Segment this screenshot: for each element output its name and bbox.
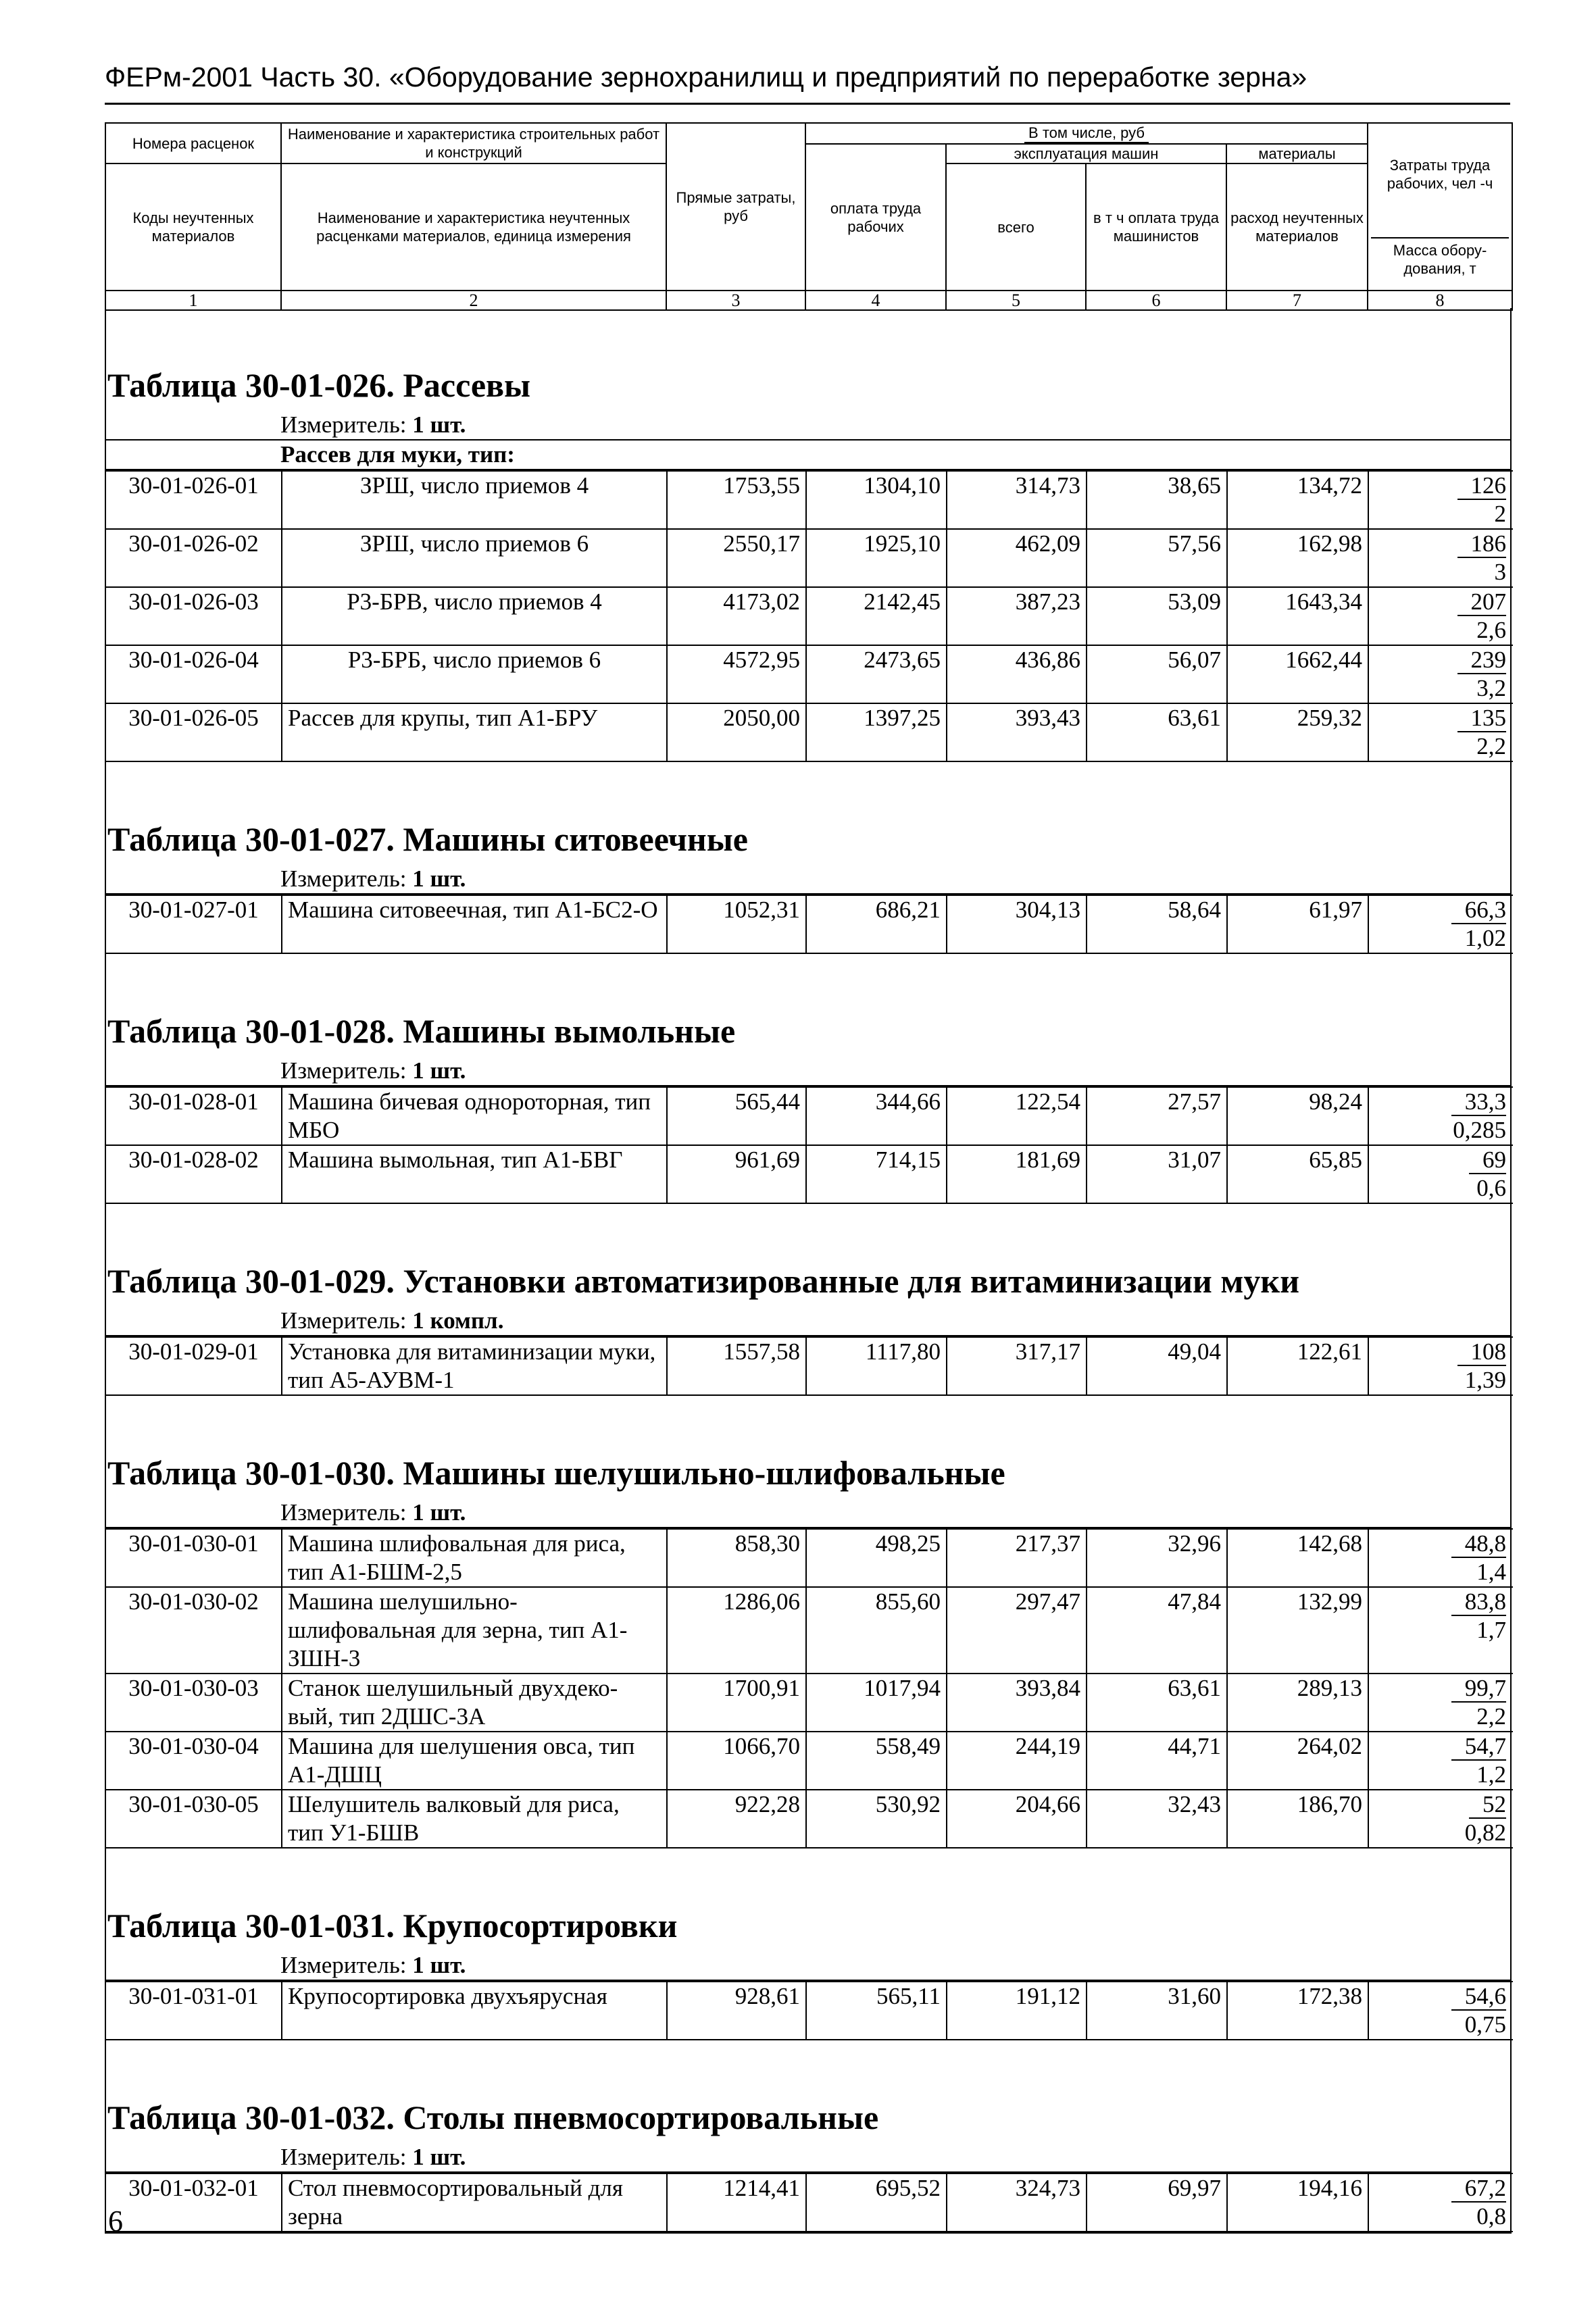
labor-pay: 1017,94	[806, 1674, 947, 1732]
work-name: Р3-БРБ, число приемов 6	[282, 645, 667, 703]
direct-costs: 858,30	[667, 1529, 806, 1587]
labor-hours: 66,3	[1451, 897, 1506, 924]
work-name: ЗРШ, число приемов 6	[282, 529, 667, 587]
work-name: Машина для шелушения овса, тип А1-ДШЦ	[282, 1732, 667, 1790]
equipment-mass: 3,2	[1476, 675, 1506, 701]
machines-total: 297,47	[947, 1587, 1087, 1674]
machinist-pay: 32,96	[1087, 1529, 1227, 1587]
labor-pay: 686,21	[806, 895, 947, 953]
direct-costs: 1052,31	[667, 895, 806, 953]
labor-hours: 48,8	[1451, 1530, 1506, 1558]
section-table	[106, 470, 1513, 762]
header-rate-numbers: Номера расценок	[105, 123, 281, 164]
table-row	[106, 1790, 1513, 1848]
machinist-pay: 58,64	[1087, 895, 1227, 953]
materials-cost: 122,61	[1227, 1337, 1368, 1395]
labor-and-mass	[1368, 1587, 1513, 1674]
labor-and-mass	[1368, 645, 1513, 703]
rate-code: 30-01-026-05	[106, 703, 282, 761]
machines-total: 314,73	[947, 471, 1087, 529]
rate-code: 30-01-030-01	[106, 1529, 282, 1587]
header-machines-total: всего	[946, 164, 1086, 291]
rate-code: 30-01-032-01	[106, 2173, 282, 2232]
section-title: Таблица 30-01-026. Рассевы	[107, 366, 531, 404]
work-name: Машина вымольная, тип А1-БВГ	[282, 1145, 667, 1203]
machines-total: 317,17	[947, 1337, 1087, 1395]
machinist-pay: 44,71	[1087, 1732, 1227, 1790]
materials-cost: 194,16	[1227, 2173, 1368, 2232]
section-table	[106, 1086, 1513, 1204]
unit-of-measure: Измеритель: 1 шт.	[105, 865, 1512, 895]
labor-hours: 67,2	[1451, 2175, 1506, 2203]
machines-total: 304,13	[947, 895, 1087, 953]
section-table	[106, 2173, 1513, 2232]
equipment-mass: 1,4	[1476, 1559, 1506, 1585]
unit-of-measure: Измеритель: 1 шт.	[105, 1951, 1512, 1981]
header-num-6: 6	[1086, 291, 1226, 310]
unit-of-measure: Измеритель: 1 шт.	[105, 411, 1512, 441]
header-materials: материалы	[1226, 144, 1368, 164]
equipment-mass: 0,285	[1453, 1117, 1506, 1143]
labor-pay: 1117,80	[806, 1337, 947, 1395]
section-title: Таблица 30-01-030. Машины шелушильно-шлифовальные	[107, 1454, 1005, 1492]
header-rule	[105, 103, 1510, 105]
header-work-name: Наименование и характеристика строительных работ и конструкций	[281, 123, 666, 164]
work-name: Шелушитель валковый для риса, тип У1-БШВ	[282, 1790, 667, 1848]
equipment-mass: 1,2	[1476, 1761, 1506, 1788]
section-table	[106, 1528, 1513, 1848]
machines-total: 122,54	[947, 1087, 1087, 1145]
labor-pay: 498,25	[806, 1529, 947, 1587]
materials-cost: 134,72	[1227, 471, 1368, 529]
rate-code: 30-01-026-04	[106, 645, 282, 703]
section-title: Таблица 30-01-032. Столы пневмосортировальные	[107, 2098, 879, 2136]
header-material-consumption: расход неучтенных материалов	[1226, 164, 1368, 291]
equipment-mass: 0,75	[1464, 2011, 1506, 2038]
direct-costs: 961,69	[667, 1145, 806, 1203]
materials-cost: 1662,44	[1227, 645, 1368, 703]
direct-costs: 4572,95	[667, 645, 806, 703]
machines-total: 324,73	[947, 2173, 1087, 2232]
section-title: Таблица 30-01-027. Машины ситовеечные	[107, 820, 748, 858]
table-row	[106, 1732, 1513, 1790]
machinist-pay: 32,43	[1087, 1790, 1227, 1848]
table-row	[106, 645, 1513, 703]
machines-total: 204,66	[947, 1790, 1087, 1848]
labor-hours: 207	[1457, 588, 1507, 616]
labor-and-mass	[1368, 1145, 1513, 1203]
materials-cost: 142,68	[1227, 1529, 1368, 1587]
labor-and-mass	[1368, 1790, 1513, 1848]
labor-and-mass	[1368, 895, 1513, 953]
machines-total: 393,43	[947, 703, 1087, 761]
machinist-pay: 47,84	[1087, 1587, 1227, 1674]
header-equipment-mass: Масса обору-дования, т	[1368, 224, 1512, 291]
page-header: ФЕРм-2001 Часть 30. «Оборудование зернохранилищ и предприятий по переработке зерна»	[105, 61, 1307, 93]
labor-pay: 855,60	[806, 1587, 947, 1674]
rate-code: 30-01-031-01	[106, 1982, 282, 2040]
labor-hours: 52	[1469, 1791, 1506, 1819]
equipment-mass: 1,39	[1464, 1367, 1506, 1393]
labor-pay: 530,92	[806, 1790, 947, 1848]
direct-costs: 1286,06	[667, 1587, 806, 1674]
section-title: Таблица 30-01-029. Установки автоматизированные для витаминизации муки	[107, 1262, 1300, 1300]
header-num-7: 7	[1226, 291, 1368, 310]
materials-cost: 162,98	[1227, 529, 1368, 587]
labor-hours: 186	[1457, 530, 1507, 558]
labor-and-mass	[1368, 1529, 1513, 1587]
labor-and-mass	[1368, 1982, 1513, 2040]
labor-and-mass	[1368, 1337, 1513, 1395]
rate-code: 30-01-026-02	[106, 529, 282, 587]
machinist-pay: 31,60	[1087, 1982, 1227, 2040]
table-row	[106, 703, 1513, 761]
work-name: Машина шелушильно-шлифовальная для зерна, тип А1-ЗШН-3	[282, 1587, 667, 1674]
rate-code: 30-01-030-04	[106, 1732, 282, 1790]
machinist-pay: 31,07	[1087, 1145, 1227, 1203]
table-row	[106, 1982, 1513, 2040]
materials-cost: 259,32	[1227, 703, 1368, 761]
materials-cost: 61,97	[1227, 895, 1368, 953]
header-num-3: 3	[666, 291, 805, 310]
direct-costs: 4173,02	[667, 587, 806, 645]
rate-code: 30-01-026-01	[106, 471, 282, 529]
labor-and-mass	[1368, 587, 1513, 645]
direct-costs: 928,61	[667, 1982, 806, 2040]
labor-and-mass	[1368, 471, 1513, 529]
direct-costs: 1066,70	[667, 1732, 806, 1790]
table-row	[106, 895, 1513, 953]
machinist-pay: 38,65	[1087, 471, 1227, 529]
table-row	[106, 2173, 1513, 2232]
machinist-pay: 56,07	[1087, 645, 1227, 703]
rate-code: 30-01-027-01	[106, 895, 282, 953]
unit-of-measure: Измеритель: 1 шт.	[105, 1499, 1512, 1528]
labor-hours: 126	[1457, 472, 1507, 500]
section-table	[106, 1336, 1513, 1396]
equipment-mass: 1,7	[1476, 1617, 1506, 1643]
table-row	[106, 587, 1513, 645]
labor-hours: 239	[1457, 647, 1507, 674]
header-labor-pay: оплата труда рабочих	[805, 144, 946, 291]
labor-hours: 135	[1457, 705, 1507, 732]
equipment-mass: 2,2	[1476, 1703, 1506, 1730]
section-title: Таблица 30-01-031. Крупосортировки	[107, 1907, 678, 1944]
unit-of-measure: Измеритель: 1 шт.	[105, 2143, 1512, 2173]
labor-hours: 54,6	[1451, 1983, 1506, 2011]
labor-pay: 2142,45	[806, 587, 947, 645]
header-num-4: 4	[805, 291, 946, 310]
column-header-table	[105, 122, 1513, 311]
work-name: Машина шлифовальная для риса, тип А1-БШМ-2,5	[282, 1529, 667, 1587]
machines-total: 387,23	[947, 587, 1087, 645]
materials-cost: 264,02	[1227, 1732, 1368, 1790]
labor-hours: 69	[1469, 1147, 1506, 1174]
labor-pay: 558,49	[806, 1732, 947, 1790]
work-name: ЗРШ, число приемов 4	[282, 471, 667, 529]
table-row	[106, 1087, 1513, 1145]
materials-cost: 172,38	[1227, 1982, 1368, 2040]
machinist-pay: 53,09	[1087, 587, 1227, 645]
unit-of-measure: Измеритель: 1 компл.	[105, 1307, 1512, 1336]
rate-code: 30-01-026-03	[106, 587, 282, 645]
direct-costs: 1557,58	[667, 1337, 806, 1395]
rate-code: 30-01-028-01	[106, 1087, 282, 1145]
labor-hours: 54,7	[1451, 1733, 1506, 1761]
rate-code: 30-01-030-05	[106, 1790, 282, 1848]
machinist-pay: 69,97	[1087, 2173, 1227, 2232]
table-row	[106, 1145, 1513, 1203]
equipment-mass: 2	[1494, 501, 1506, 527]
labor-pay: 565,11	[806, 1982, 947, 2040]
machines-total: 191,12	[947, 1982, 1087, 2040]
equipment-mass: 0,6	[1476, 1175, 1506, 1201]
labor-and-mass	[1368, 703, 1513, 761]
materials-cost: 132,99	[1227, 1587, 1368, 1674]
labor-hours: 108	[1457, 1338, 1507, 1366]
direct-costs: 2050,00	[667, 703, 806, 761]
work-name: Крупосортировка двухъярусная	[282, 1982, 667, 2040]
direct-costs: 565,44	[667, 1087, 806, 1145]
unit-of-measure: Измеритель: 1 шт.	[105, 1057, 1512, 1086]
header-unaccounted-codes: Коды неучтенных материалов	[105, 164, 281, 291]
header-num-5: 5	[946, 291, 1086, 310]
machinist-pay: 63,61	[1087, 1674, 1227, 1732]
labor-hours: 33,3	[1451, 1088, 1506, 1116]
work-name: Машина бичевая однороторная, тип МБО	[282, 1087, 667, 1145]
machines-total: 181,69	[947, 1145, 1087, 1203]
labor-hours: 99,7	[1451, 1675, 1506, 1703]
materials-cost: 1643,34	[1227, 587, 1368, 645]
table-row	[106, 471, 1513, 529]
labor-and-mass	[1368, 1674, 1513, 1732]
machinist-pay: 27,57	[1087, 1087, 1227, 1145]
work-name: Рассев для крупы, тип А1-БРУ	[282, 703, 667, 761]
materials-cost: 98,24	[1227, 1087, 1368, 1145]
section-title: Таблица 30-01-028. Машины вымольные	[107, 1012, 736, 1050]
header-num-2: 2	[281, 291, 666, 310]
equipment-mass: 3	[1494, 559, 1506, 585]
labor-pay: 344,66	[806, 1087, 947, 1145]
labor-and-mass	[1368, 1087, 1513, 1145]
group-heading: Рассев для муки, тип:	[105, 441, 1512, 470]
machines-total: 217,37	[947, 1529, 1087, 1587]
materials-cost: 65,85	[1227, 1145, 1368, 1203]
machines-total: 393,84	[947, 1674, 1087, 1732]
header-num-1: 1	[105, 291, 281, 310]
table-row	[106, 529, 1513, 587]
rate-code: 30-01-028-02	[106, 1145, 282, 1203]
work-name: Машина ситовеечная, тип А1-БС2-О	[282, 895, 667, 953]
labor-pay: 1925,10	[806, 529, 947, 587]
header-labor-costs: Затраты труда рабочих, чел -ч	[1368, 123, 1512, 224]
direct-costs: 1214,41	[667, 2173, 806, 2232]
work-name: Р3-БРВ, число приемов 4	[282, 587, 667, 645]
labor-pay: 1397,25	[806, 703, 947, 761]
work-name: Стол пневмосортировальный для зерна	[282, 2173, 667, 2232]
table-row	[106, 1529, 1513, 1587]
materials-cost: 289,13	[1227, 1674, 1368, 1732]
equipment-mass: 0,8	[1476, 2203, 1506, 2230]
labor-pay: 2473,65	[806, 645, 947, 703]
labor-and-mass	[1368, 529, 1513, 587]
price-tables	[105, 308, 1512, 2234]
machinist-pay: 49,04	[1087, 1337, 1227, 1395]
labor-pay: 714,15	[806, 1145, 947, 1203]
table-row	[106, 1337, 1513, 1395]
header-num-8: 8	[1368, 291, 1512, 310]
direct-costs: 922,28	[667, 1790, 806, 1848]
work-name: Установка для витаминизации муки, тип А5-АУВМ-1	[282, 1337, 667, 1395]
equipment-mass: 1,02	[1464, 925, 1506, 951]
work-name: Станок шелушильный двухдеко-вый, тип 2ДШС-3А	[282, 1674, 667, 1732]
machinist-pay: 57,56	[1087, 529, 1227, 587]
section-table	[106, 895, 1513, 954]
header-machines: эксплуатация машин	[946, 144, 1226, 164]
header-unaccounted-names: Наименование и характеристика неучтенных расценками материалов, единица измерения	[281, 164, 666, 291]
labor-hours: 83,8	[1451, 1588, 1506, 1616]
labor-pay: 695,52	[806, 2173, 947, 2232]
machines-total: 244,19	[947, 1732, 1087, 1790]
header-machinist-pay: в т ч оплата труда машинистов	[1086, 164, 1226, 291]
direct-costs: 1753,55	[667, 471, 806, 529]
labor-pay: 1304,10	[806, 471, 947, 529]
machines-total: 436,86	[947, 645, 1087, 703]
rate-code: 30-01-029-01	[106, 1337, 282, 1395]
machines-total: 462,09	[947, 529, 1087, 587]
table-row	[106, 1587, 1513, 1674]
equipment-mass: 2,2	[1476, 733, 1506, 759]
direct-costs: 1700,91	[667, 1674, 806, 1732]
labor-and-mass	[1368, 2173, 1513, 2232]
table-row	[106, 1674, 1513, 1732]
machinist-pay: 63,61	[1087, 703, 1227, 761]
rate-code: 30-01-030-02	[106, 1587, 282, 1674]
materials-cost: 186,70	[1227, 1790, 1368, 1848]
equipment-mass: 2,6	[1476, 617, 1506, 643]
direct-costs: 2550,17	[667, 529, 806, 587]
equipment-mass: 0,82	[1464, 1819, 1506, 1846]
section-table	[106, 1981, 1513, 2040]
header-direct-costs: Прямые затраты, руб	[666, 123, 805, 291]
rate-code: 30-01-030-03	[106, 1674, 282, 1732]
header-in-total: В том числе, руб	[805, 123, 1368, 144]
page-number: 6	[108, 2205, 123, 2238]
labor-and-mass	[1368, 1732, 1513, 1790]
